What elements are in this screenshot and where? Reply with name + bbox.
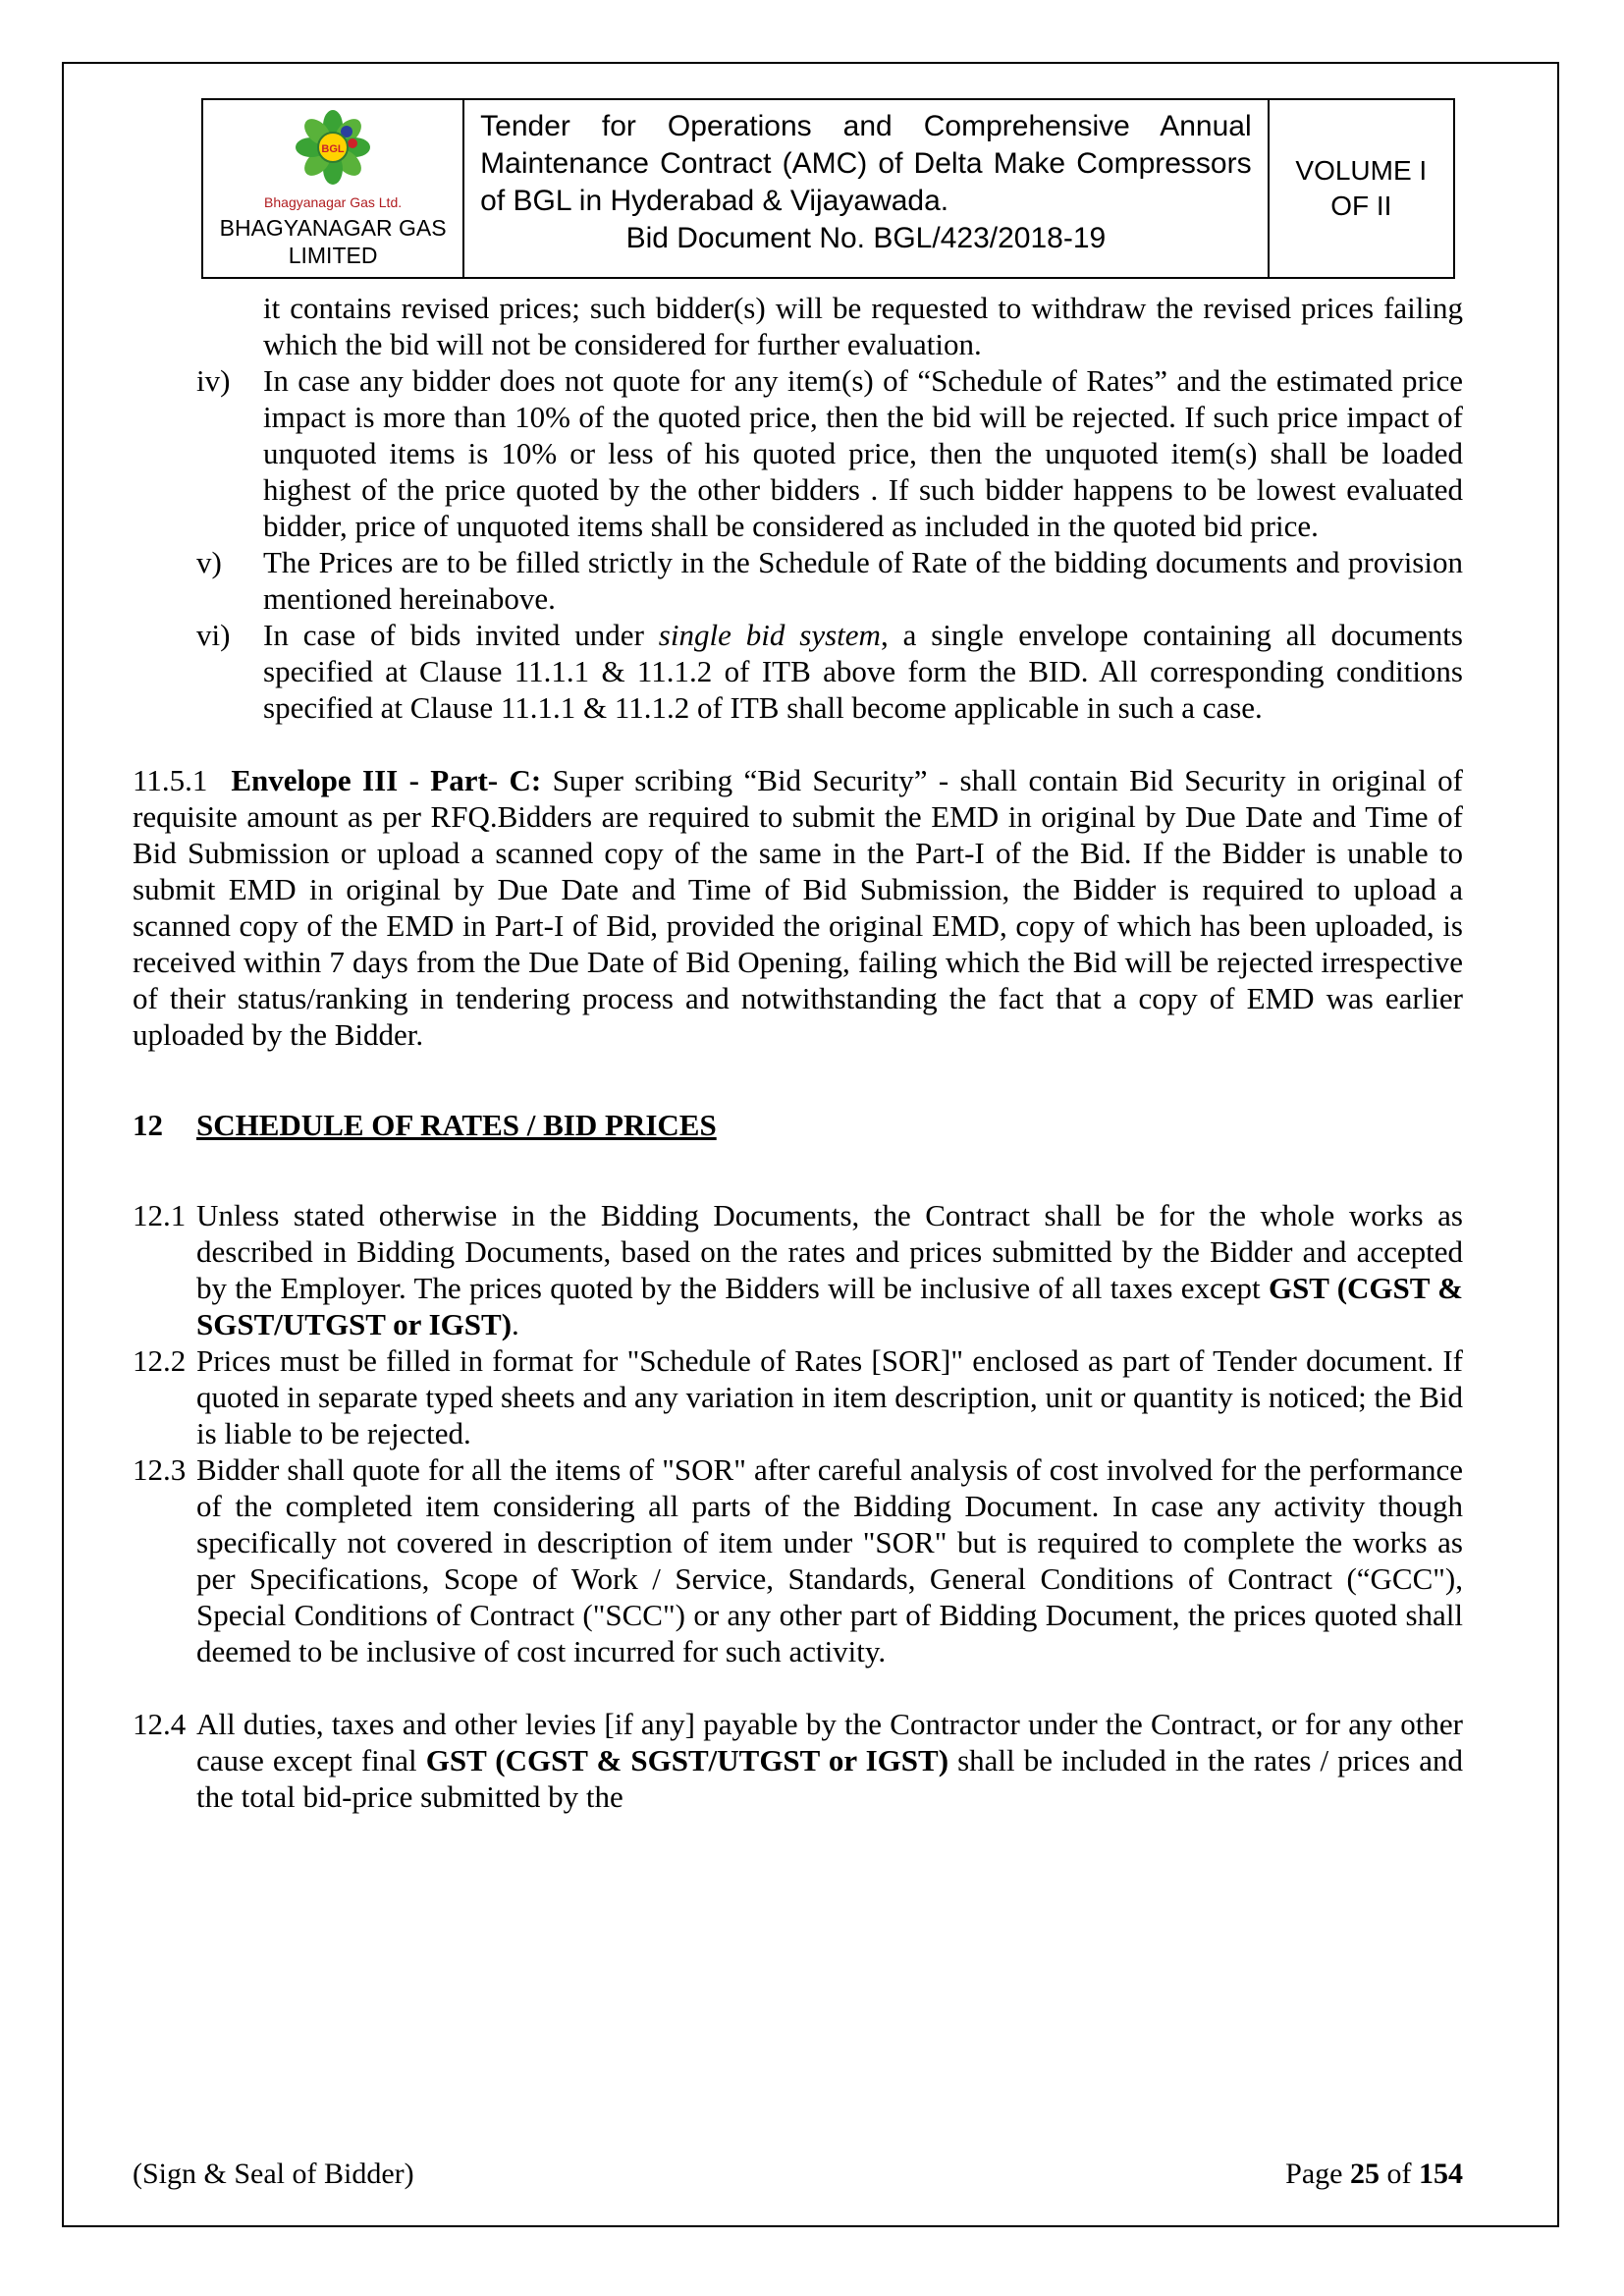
list-marker: iv) <box>196 363 231 398</box>
clause-number: 11.5.1 <box>133 763 208 797</box>
logo-monogram-text: BGL <box>321 143 345 155</box>
list-item-vi <box>133 617 1463 726</box>
section-number: 12 <box>133 1108 163 1142</box>
clause-11-5-1 <box>133 762 1463 1053</box>
text-segment: All duties, taxes and other levies [if any] payable by the Contractor under the Contract, or for any other cause except final <box>196 1707 1463 1777</box>
text-segment: The Prices are to be filled strictly in the Schedule of Rate of the bidding documents and provision mentioned hereinabove. <box>263 545 1463 616</box>
sign-seal-note: (Sign & Seal of Bidder) <box>133 2158 414 2190</box>
list-item-text <box>263 617 1463 726</box>
clause-text: Super scribing “Bid Security” - shall contain Bid Security in original of requisite amount as per RFQ.Bidders are required to submit the EMD in original by Due Date and Time of Bid Submission or upload a scanned copy of the same in the Part-I of the Bid. If the Bidder is unable to submit EMD in original by Due Date and Time of Bid Submission, the Bidder is required to upload a scanned copy of the EMD in Part-I of Bid, provided the original EMD, copy of which has been uploaded, is received within 7 days from the Due Date of Bid Opening, failing which the Bid will be rejected irrespective of their status/ranking in tendering process and notwithstanding the fact that a copy of EMD was earlier uploaded by the Bidder. <box>133 763 1464 1052</box>
italic-segment: single bid system <box>658 618 881 652</box>
clause-text <box>196 1706 1463 1815</box>
clause-number: 12.1 <box>133 1198 187 1232</box>
text-segment: Prices must be filled in format for "Schedule of Rates [SOR]" enclosed as part of Tender document. If quoted in separate typed sheets and any variation in item description, unit or quantity is noticed; the Bid is liable to be rejected. <box>196 1343 1463 1450</box>
text-segment: Bidder shall quote for all the items of "SOR" after careful analysis of cost involved for the performance of the completed item considering all parts of the Bidding Document. In case any activity though specifically not covered in description of item under "SOR" but is required to complete the works as per Specifications, Scope of Work / Service, Standards, General Conditions of Contract (“GCC"), Special Conditions of Contract ("SCC") or any other part of Bidding Document, the prices quoted shall deemed to be inclusive of cost incurred for such activity. <box>196 1452 1463 1668</box>
bold-segment: GST (CGST & SGST/UTGST or IGST) <box>425 1743 949 1777</box>
clause-bold-lead: Envelope III - Part- C: <box>231 763 542 797</box>
bgl-logo-icon <box>274 108 392 192</box>
page-total: 154 <box>1419 2158 1463 2190</box>
text-segment: In case of bids invited under <box>263 618 659 652</box>
list-item-iv <box>133 362 1463 544</box>
text-segment: . <box>512 1307 519 1341</box>
clause-number: 12.4 <box>133 1707 187 1741</box>
clause-12-3 <box>133 1451 1463 1669</box>
text-segment: shall be included in the rates / prices and the total bid-price submitted by the <box>196 1743 1463 1814</box>
bid-document-number: Bid Document No. BGL/423/2018-19 <box>625 222 1107 254</box>
clause-12-1 <box>133 1197 1463 1342</box>
intro-paragraph: it contains revised prices; such bidder(s) will be requested to withdraw the revised prices failing which the bid will not be considered for further evaluation. <box>263 291 1463 361</box>
page-current: 25 <box>1350 2158 1380 2190</box>
list-item-text <box>263 362 1463 544</box>
clause-number: 12.2 <box>133 1343 187 1378</box>
volume-cell <box>1268 100 1453 277</box>
volume-label-line1: VOLUME I <box>1295 155 1428 186</box>
text-segment: In case any bidder does not quote for any item(s) of “Schedule of Rates” and the estimated price impact is more than 10% of the quoted price, then the bid will be rejected. If such price impact of unquoted items is 10% or less of his quoted price, then the unquoted item(s) shall be loaded highest of the price quoted by the other bidders . If such bidder happens to be lowest evaluated bidder, price of unquoted items shall be considered as included in the quoted bid price. <box>263 363 1463 543</box>
org-name: BHAGYANAGAR GAS LIMITED <box>219 215 447 268</box>
tender-title: Tender for Operations and Comprehensive Annual Maintenance Contract (AMC) of Delta Make Compressors of BGL in Hyderabad & Vijayawada. <box>480 110 1252 217</box>
list-item-v <box>133 544 1463 617</box>
list-marker: v) <box>196 545 222 579</box>
text-segment: Unless stated otherwise in the Bidding Documents, the Contract shall be for the whole works as described in Bidding Documents, based on the rates and prices submitted by the Bidder and accepted by the Employer. The prices quoted by the Bidders will be inclusive of all taxes except <box>196 1198 1463 1305</box>
title-cell <box>462 100 1267 277</box>
logo-cell <box>203 100 462 277</box>
section-title: SCHEDULE OF RATES / BID PRICES <box>196 1108 717 1142</box>
list-marker: vi) <box>196 618 231 652</box>
volume-label-line2: OF II <box>1330 191 1392 221</box>
clause-12-2 <box>133 1342 1463 1451</box>
bold-segment: GST (CGST & SGST/UTGST or IGST) <box>196 1271 1463 1341</box>
clause-text <box>196 1451 1463 1669</box>
header-table <box>201 98 1455 279</box>
clause-text <box>196 1197 1463 1342</box>
text-segment: of <box>1380 2158 1419 2190</box>
list-item-text <box>263 544 1463 617</box>
clause-number: 12.3 <box>133 1452 187 1487</box>
clause-12-4 <box>133 1706 1463 1815</box>
page-footer <box>133 2157 1463 2192</box>
document-body <box>133 290 1463 1815</box>
page-number <box>1285 2157 1463 2192</box>
text-segment: , a single envelope containing all documents specified at Clause 11.1.1 & 11.1.2 of ITB above form the BID. All corresponding conditions specified at Clause 11.1.1 & 11.1.2 of ITB shall become applicable in such a case. <box>263 618 1463 725</box>
clause-text <box>196 1342 1463 1451</box>
text-segment: Page <box>1285 2158 1350 2190</box>
logo-tagline: Bhagyanagar Gas Ltd. <box>264 194 403 210</box>
section-12-heading <box>133 1107 1463 1143</box>
